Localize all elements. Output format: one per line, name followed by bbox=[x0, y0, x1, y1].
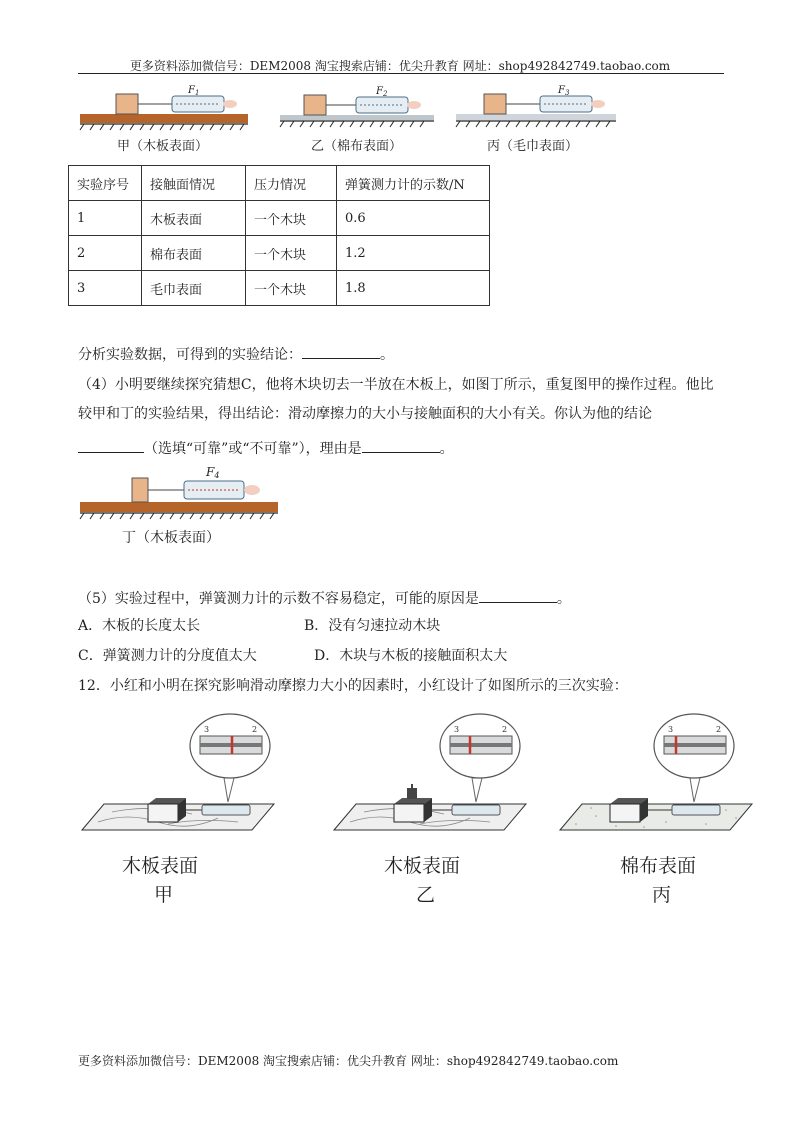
table-header-cell: 实验序号 bbox=[69, 166, 142, 201]
block bbox=[394, 804, 424, 822]
option-a[interactable]: A．木板的长度太长 bbox=[78, 618, 201, 634]
surface-label-yi: 木板表面 bbox=[384, 855, 461, 877]
table-cell: 3 bbox=[69, 271, 142, 306]
svg-text:3: 3 bbox=[668, 725, 674, 734]
option-b[interactable]: B．没有匀速拉动木块 bbox=[304, 618, 441, 634]
board bbox=[80, 502, 278, 512]
spring-scale bbox=[672, 805, 720, 815]
hand bbox=[591, 100, 605, 108]
figure-12-bing bbox=[556, 712, 756, 837]
table-cell: 木板表面 bbox=[142, 201, 246, 236]
spring-scale bbox=[202, 805, 250, 815]
svg-text:F4: F4 bbox=[206, 465, 220, 480]
figure-label-bing: 丙 bbox=[652, 884, 672, 906]
option-c[interactable]: C．弹簧测力计的分度值太大 bbox=[78, 648, 257, 664]
svg-text:F3: $F_3$ bbox=[558, 85, 570, 97]
table-header-cell: 压力情况 bbox=[246, 166, 337, 201]
q4-line3: （选填“可靠”或“不可靠”），理由是 。 bbox=[78, 438, 454, 459]
towel-surface bbox=[456, 114, 616, 120]
table-cell: 一个木块 bbox=[246, 271, 337, 306]
table-cell: 2 bbox=[69, 236, 142, 271]
table-row bbox=[69, 271, 490, 306]
figure-ding bbox=[76, 462, 286, 528]
caption-bing: 丙（毛巾表面） bbox=[487, 139, 579, 154]
header-divider bbox=[78, 73, 724, 74]
table-header-row bbox=[69, 166, 490, 201]
table-row bbox=[69, 201, 490, 236]
block bbox=[610, 804, 640, 822]
hand bbox=[407, 101, 421, 109]
svg-text:2: 2 bbox=[252, 725, 258, 734]
table-cell: 毛巾表面 bbox=[142, 271, 246, 306]
wood-block bbox=[116, 94, 138, 114]
caption-ding: 丁（木板表面） bbox=[122, 530, 220, 546]
answer-blank[interactable] bbox=[479, 588, 557, 603]
wood-block bbox=[304, 95, 326, 115]
svg-text:F1: $F_1$ bbox=[188, 85, 200, 97]
hand bbox=[223, 100, 237, 108]
page-footer: 更多资料添加微信号：DEM2008 淘宝搜索店铺：优尖升教育 网址：shop492842749.taobao.com bbox=[78, 1054, 619, 1068]
hand bbox=[244, 485, 260, 495]
table-cell: 一个木块 bbox=[246, 236, 337, 271]
q3-conclusion: 分析实验数据，可得到的实验结论： 。 bbox=[78, 344, 394, 365]
cotton-board bbox=[560, 804, 752, 830]
svg-text:F2: $F_2$ bbox=[376, 86, 388, 98]
results-table bbox=[68, 165, 490, 306]
figure-12-jia bbox=[78, 712, 278, 837]
table-cell: 0.6 bbox=[337, 201, 490, 236]
figure-jia bbox=[76, 82, 256, 132]
q12-text: 12．小红和小明在探究影响滑动摩擦力大小的因素时，小红设计了如图所示的三次实验： bbox=[78, 678, 628, 694]
svg-text:2: 2 bbox=[716, 725, 722, 734]
answer-blank[interactable] bbox=[302, 344, 380, 359]
table-cell: 1.8 bbox=[337, 271, 490, 306]
caption-yi: 乙（棉布表面） bbox=[311, 139, 403, 154]
table-cell: 一个木块 bbox=[246, 201, 337, 236]
table-header-cell: 弹簧测力计的示数/N bbox=[337, 166, 490, 201]
answer-blank[interactable] bbox=[78, 438, 144, 453]
wood-block bbox=[484, 94, 506, 114]
svg-text:3: 3 bbox=[204, 725, 210, 734]
surface-label-bing: 棉布表面 bbox=[620, 855, 697, 877]
table-cell: 1.2 bbox=[337, 236, 490, 271]
figure-12-yi bbox=[330, 712, 530, 837]
weight bbox=[407, 788, 417, 799]
surface-label-jia: 木板表面 bbox=[122, 855, 199, 877]
option-d[interactable]: D．木块与木板的接触面积太大 bbox=[314, 648, 508, 664]
q5-text: （5）实验过程中，弹簧测力计的示数不容易稳定，可能的原因是 。 bbox=[78, 588, 571, 609]
q4-line2: 较甲和丁的实验结果，得出结论：滑动摩擦力的大小与接触面积的大小有关。你认为他的结论 bbox=[78, 406, 652, 422]
table-cell: 棉布表面 bbox=[142, 236, 246, 271]
cotton-surface bbox=[280, 115, 434, 120]
svg-text:3: 3 bbox=[454, 725, 460, 734]
figure-label-jia: 甲 bbox=[154, 884, 174, 906]
figure-yi bbox=[276, 82, 436, 132]
figure-label-yi: 乙 bbox=[416, 884, 436, 906]
table-cell: 1 bbox=[69, 201, 142, 236]
page-header: 更多资料添加微信号：DEM2008 淘宝搜索店铺：优尖升教育 网址：shop492842749.taobao.com bbox=[129, 59, 671, 73]
figure-bing bbox=[452, 82, 620, 132]
answer-blank[interactable] bbox=[362, 438, 440, 453]
svg-text:2: 2 bbox=[502, 725, 508, 734]
table-row bbox=[69, 236, 490, 271]
table-header-cell: 接触面情况 bbox=[142, 166, 246, 201]
half-wood-block bbox=[132, 478, 148, 502]
board bbox=[80, 114, 248, 123]
block bbox=[148, 804, 178, 822]
caption-jia: 甲（木板表面） bbox=[117, 139, 209, 154]
q4-line1: （4）小明要继续探究猜想C，他将木块切去一半放在木板上，如图丁所示，重复图甲的操作过程。他比 bbox=[78, 377, 714, 393]
spring-scale bbox=[452, 805, 500, 815]
